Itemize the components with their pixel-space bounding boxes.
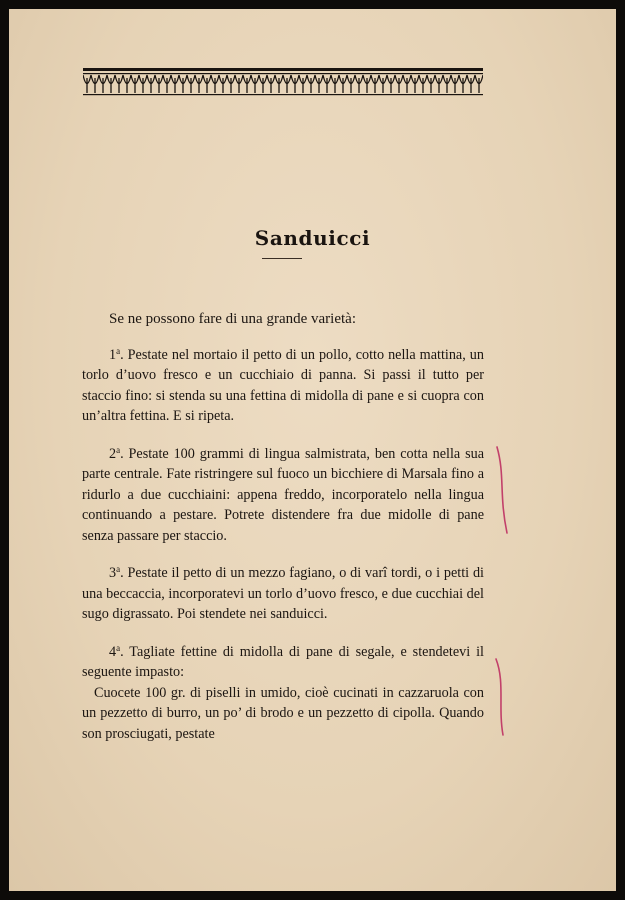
recipe-text	[82, 309, 484, 744]
intro-line: Se ne possono fare di una grande varietà:	[109, 311, 356, 327]
recipe-item-2	[82, 440, 484, 547]
recipe-item-4	[82, 638, 484, 683]
decorative-header-ornament	[83, 66, 483, 100]
recipe-item-3	[82, 559, 484, 625]
item-text: . Pestate 100 grammi di lingua salmistrata, ben cotta nella sua parte centrale. Fate ristringere sul fuoco un bicchiere di Marsala fino a ridurlo a due cucchiaini: appena freddo, incorporatelo nella lingua continuando a pestare. Potrete distendere fra due midolle di pane senza passare per staccio.	[82, 445, 484, 544]
recipe-continuation: Cuocete 100 gr. di piselli in umido, cioè cucinati in cazzaruola con un pezzetto di burro, un po’ di brodo e un pezzetto di cipolla. Quando son prosciugati, pestate	[82, 684, 484, 742]
item-ordinal: a	[116, 345, 121, 356]
item-number: 4	[109, 643, 117, 660]
recipe-item-1	[82, 341, 484, 427]
margin-annotation-bracket	[493, 657, 509, 737]
item-text: . Pestate nel mortaio il petto di un pollo, cotto nella mattina, un torlo d’uovo fresco e un cucchiaio di panna. Si passi il tutto per staccio fino: si stenda su una fettina di midolla di pane e si cuopra con un’altra fettina. E si ripeta.	[82, 346, 484, 424]
book-page	[9, 9, 616, 891]
item-number: 1	[109, 346, 117, 363]
item-ordinal: a	[116, 564, 121, 574]
item-ordinal: a	[116, 444, 121, 455]
title-divider	[262, 258, 302, 259]
margin-annotation-bracket	[495, 445, 511, 535]
item-number: 3	[109, 565, 117, 581]
item-text: . Pestate il petto di un mezzo fagiano, o di varî tordi, o i petti di una beccaccia, incorporatevi un torlo d’uovo fresco, e due cucchiai del sugo digrassato. Poi stendete nei sanduicci.	[82, 565, 484, 622]
item-number: 2	[109, 445, 117, 462]
item-ordinal: a	[116, 642, 121, 653]
page-title: Sanduicci	[254, 226, 371, 250]
ornament-arches	[83, 75, 483, 93]
item-text: . Tagliate fettine di midolla di pane di segale, e stendetevi il seguente impasto:	[82, 643, 484, 680]
